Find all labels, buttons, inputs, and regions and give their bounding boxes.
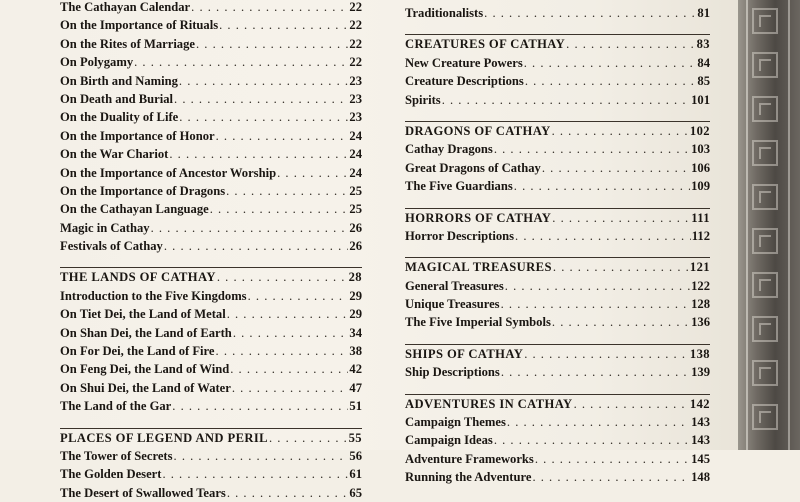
toc-chapter-heading[interactable]	[405, 122, 710, 140]
chapter-title: DRAGONS OF CATHAY	[405, 123, 551, 138]
toc-title: Adventure Frameworks	[405, 451, 534, 466]
toc-title: On Birth and Naming	[60, 73, 178, 88]
chapter-title: SHIPS OF CATHAY	[405, 346, 524, 361]
toc-page: 23	[349, 110, 362, 125]
toc-title: The Golden Desert	[60, 467, 162, 482]
toc-page: 81	[697, 6, 710, 20]
toc-page: 85	[697, 74, 710, 89]
toc-page: 38	[349, 344, 362, 359]
toc-title: On the Rites of Marriage	[60, 36, 195, 51]
toc-page: 26	[349, 220, 362, 235]
toc-page: 25	[349, 183, 362, 198]
toc-title: On Tiet Dei, the Land of Metal	[60, 307, 226, 322]
toc-entry[interactable]	[60, 360, 362, 378]
toc-page: 24	[349, 165, 362, 180]
chapter-title: ADVENTURES IN CATHAY	[405, 396, 573, 411]
chapter-title: CREATURES OF CATHAY	[405, 37, 566, 52]
chapter-page: 102	[689, 123, 710, 138]
toc-page: 22	[349, 0, 362, 14]
toc-entry[interactable]	[60, 90, 362, 108]
chapter-page: 142	[689, 396, 710, 411]
toc-entry[interactable]	[60, 287, 362, 305]
toc-left-column	[60, 0, 362, 502]
fret-ornament	[752, 184, 778, 210]
toc-title: The Five Guardians	[405, 179, 513, 194]
toc-entry[interactable]	[405, 159, 710, 177]
toc-entry[interactable]	[60, 53, 362, 71]
toc-entry[interactable]	[405, 468, 710, 486]
toc-entry[interactable]	[60, 0, 362, 16]
toc-page: 29	[349, 307, 362, 322]
toc-entry[interactable]	[60, 219, 362, 237]
toc-entry[interactable]	[405, 277, 710, 295]
toc-chapter-heading[interactable]	[405, 35, 710, 53]
toc-entry[interactable]	[60, 379, 362, 397]
toc-page: 22	[349, 36, 362, 51]
toc-entry[interactable]	[405, 4, 710, 22]
toc-title: Ship Descriptions	[405, 365, 500, 380]
toc-entry[interactable]	[405, 450, 710, 468]
toc-entry[interactable]	[405, 54, 710, 72]
toc-page: 143	[691, 415, 710, 430]
toc-entry[interactable]	[405, 227, 710, 245]
toc-page: 42	[349, 362, 362, 377]
chapter-page: 28	[348, 270, 362, 285]
toc-page: 84	[697, 55, 710, 70]
toc-title: The Cathayan Calendar	[60, 0, 191, 14]
toc-title: Campaign Themes	[405, 415, 506, 430]
toc-entry[interactable]	[60, 397, 362, 415]
fret-ornament	[752, 228, 778, 254]
toc-title: Great Dragons of Cathay	[405, 160, 541, 175]
toc-title: Horror Descriptions	[405, 228, 515, 243]
chapter-page: 121	[689, 260, 710, 275]
toc-page: 109	[691, 179, 710, 194]
toc-title: The Land of the Gar	[60, 399, 172, 414]
toc-page: 128	[691, 297, 710, 312]
toc-page: 51	[349, 399, 362, 414]
toc-page: 112	[691, 228, 710, 243]
chapter-title: MAGICAL TREASURES	[405, 260, 552, 275]
toc-entry[interactable]	[60, 342, 362, 360]
toc-entry[interactable]	[60, 145, 362, 163]
toc-entry[interactable]	[405, 295, 710, 313]
toc-entry[interactable]	[60, 16, 362, 34]
toc-chapter-heading[interactable]	[60, 268, 362, 286]
chapter-title: PLACES OF LEGEND AND PERIL	[60, 430, 268, 445]
toc-entry[interactable]	[60, 35, 362, 53]
toc-title: Magic in Cathay	[60, 220, 150, 235]
toc-entry[interactable]	[60, 484, 362, 502]
toc-title: On the War Chariot	[60, 147, 169, 162]
toc-page: 22	[349, 18, 362, 33]
fret-ornament	[752, 96, 778, 122]
toc-page: 29	[349, 288, 362, 303]
toc-page: 143	[691, 433, 710, 448]
toc-chapter-heading[interactable]	[60, 429, 362, 447]
toc-entry[interactable]	[60, 127, 362, 145]
toc-title: Campaign Ideas	[405, 433, 493, 448]
chapter-page: 83	[696, 37, 710, 52]
toc-title: Running the Adventure	[405, 470, 532, 485]
toc-entry[interactable]	[60, 465, 362, 483]
chapter-title: HORRORS OF CATHAY	[405, 210, 552, 225]
toc-page: 23	[349, 73, 362, 88]
toc-title: Cathay Dragons	[405, 142, 493, 157]
toc-page: 24	[349, 128, 362, 143]
toc-title: On the Duality of Life	[60, 110, 179, 125]
toc-title: On the Cathayan Language	[60, 202, 209, 217]
toc-entry[interactable]	[60, 324, 362, 342]
toc-entry[interactable]	[60, 200, 362, 218]
chapter-page: 111	[691, 210, 710, 225]
toc-page: 22	[349, 55, 362, 70]
toc-page: 136	[691, 315, 710, 330]
toc-entry[interactable]	[60, 108, 362, 126]
toc-chapter-heading[interactable]	[405, 209, 710, 227]
toc-entry[interactable]	[60, 72, 362, 90]
toc-page: 145	[691, 451, 710, 466]
toc-title: The Tower of Secrets	[60, 448, 173, 463]
decorative-page-border	[738, 0, 800, 450]
toc-entry[interactable]	[405, 363, 710, 381]
toc-title: Traditionalists	[405, 6, 484, 20]
toc-entry[interactable]	[60, 182, 362, 200]
fret-ornament	[752, 140, 778, 166]
toc-page: 122	[691, 278, 710, 293]
toc-title: The Desert of Swallowed Tears	[60, 485, 226, 500]
toc-chapter-heading[interactable]	[405, 258, 710, 276]
toc-entry[interactable]	[60, 305, 362, 323]
toc-entry[interactable]	[405, 177, 710, 195]
toc-page: 25	[349, 202, 362, 217]
toc-title: On the Importance of Dragons	[60, 183, 226, 198]
toc-title: Introduction to the Five Kingdoms	[60, 288, 247, 303]
toc-title: On Shan Dei, the Land of Earth	[60, 325, 232, 340]
toc-page: 47	[349, 380, 362, 395]
fret-ornament	[752, 52, 778, 78]
toc-page: 34	[349, 325, 362, 340]
toc-title: General Treasures	[405, 278, 504, 293]
toc-entry[interactable]	[405, 72, 710, 90]
toc-title: New Creature Powers	[405, 55, 523, 70]
toc-entry[interactable]	[405, 431, 710, 449]
fret-ornament	[752, 404, 778, 430]
fret-ornament	[752, 272, 778, 298]
toc-title: Creature Descriptions	[405, 74, 524, 89]
toc-chapter-heading[interactable]	[405, 395, 710, 413]
toc-page: 26	[349, 239, 362, 254]
toc-title: On Death and Burial	[60, 91, 174, 106]
toc-entry[interactable]	[405, 313, 710, 331]
toc-entry[interactable]	[405, 91, 710, 109]
toc-page: 56	[349, 448, 362, 463]
chapter-title: THE LANDS OF CATHAY	[60, 270, 216, 285]
toc-page: 139	[691, 365, 710, 380]
toc-page: 148	[691, 470, 710, 485]
fret-ornament	[752, 316, 778, 342]
toc-title: The Five Imperial Symbols	[405, 315, 551, 330]
toc-title: On the Importance of Honor	[60, 128, 215, 143]
toc-page: 103	[691, 142, 710, 157]
toc-entry[interactable]	[60, 164, 362, 182]
toc-page: 61	[349, 467, 362, 482]
toc-chapter-heading[interactable]	[405, 345, 710, 363]
toc-entry[interactable]	[405, 140, 710, 158]
toc-title: Spirits	[405, 92, 441, 107]
toc-entry[interactable]	[405, 413, 710, 431]
chapter-page: 55	[348, 430, 362, 445]
fret-ornament	[752, 8, 778, 34]
fret-ornament	[752, 360, 778, 386]
toc-page: 106	[691, 160, 710, 175]
toc-entry[interactable]	[60, 237, 362, 255]
toc-right-column	[405, 4, 710, 487]
toc-page: 24	[349, 147, 362, 162]
toc-title: On the Importance of Ancestor Worship	[60, 165, 277, 180]
toc-page: 65	[349, 485, 362, 500]
toc-title: On Shui Dei, the Land of Water	[60, 380, 231, 395]
toc-title: Unique Treasures	[405, 297, 500, 312]
chapter-page: 138	[689, 346, 710, 361]
toc-page: 23	[349, 91, 362, 106]
toc-title: On the Importance of Rituals	[60, 18, 219, 33]
toc-title: Festivals of Cathay	[60, 239, 163, 254]
toc-title: On For Dei, the Land of Fire	[60, 344, 215, 359]
toc-title: On Feng Dei, the Land of Wind	[60, 362, 230, 377]
toc-page: 101	[691, 92, 710, 107]
toc-title: On Polygamy	[60, 55, 134, 70]
